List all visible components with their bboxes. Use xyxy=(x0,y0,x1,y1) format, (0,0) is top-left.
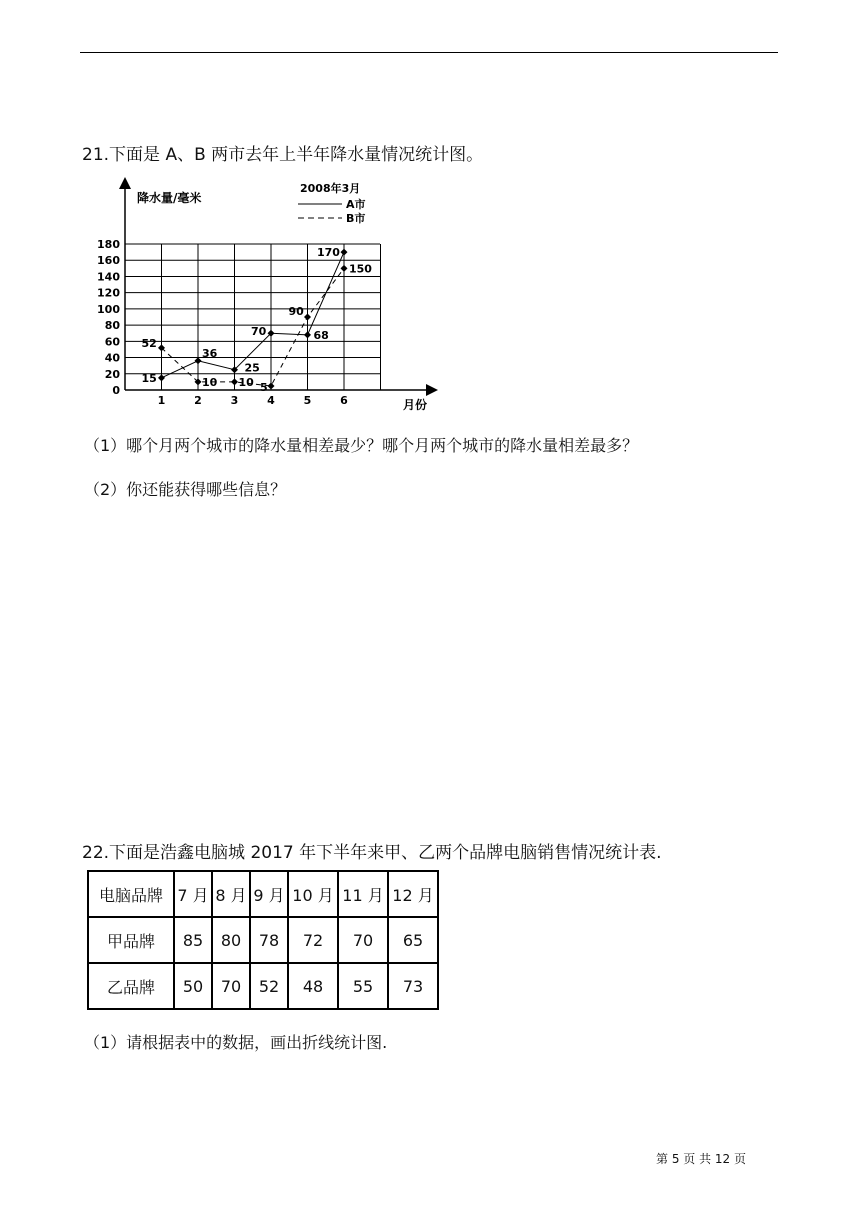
data-point xyxy=(158,374,165,381)
data-label: 150 xyxy=(349,262,372,276)
table-cell: 70 xyxy=(338,917,388,963)
table-header-cell: 电脑品牌 xyxy=(88,871,174,917)
y-tick-label: 120 xyxy=(97,286,120,300)
y-tick-label: 100 xyxy=(97,302,120,316)
x-tick-label: 6 xyxy=(340,394,348,407)
data-label: 10 xyxy=(238,375,254,389)
question-21-part-2: （2）你还能获得哪些信息？ xyxy=(84,480,287,499)
data-label: 15 xyxy=(141,371,157,385)
series-line-a xyxy=(162,252,345,378)
data-label: 52 xyxy=(141,336,157,350)
data-point xyxy=(341,249,348,256)
table-cell: 80 xyxy=(212,917,250,963)
data-point xyxy=(304,331,311,338)
table-cell: 72 xyxy=(288,917,338,963)
data-label: 90 xyxy=(288,305,304,318)
table-cell: 65 xyxy=(388,917,438,963)
question-22-part-1: （1）请根据表中的数据，画出折线统计图. xyxy=(84,1033,388,1052)
data-label: 5 xyxy=(260,380,268,394)
table-header-cell: 12 月 xyxy=(388,871,438,917)
table-row xyxy=(88,963,438,1009)
y-tick-label: 20 xyxy=(104,367,120,381)
table-cell: 55 xyxy=(338,963,388,1009)
x-tick-label: 2 xyxy=(194,394,202,407)
data-label: 25 xyxy=(244,361,260,375)
table-header-row xyxy=(88,871,438,917)
table-header-cell: 10 月 xyxy=(288,871,338,917)
page-footer: 第 5 页 共 12 页 xyxy=(656,1152,746,1166)
data-point xyxy=(195,357,202,364)
y-tick-label: 40 xyxy=(104,351,120,365)
table-header-cell: 8 月 xyxy=(212,871,250,917)
sales-table xyxy=(87,870,439,1010)
table-cell: 50 xyxy=(174,963,212,1009)
x-tick-label: 4 xyxy=(267,394,275,407)
chart-point-labels xyxy=(142,246,373,394)
table-cell: 78 xyxy=(250,917,288,963)
y-tick-label: 140 xyxy=(97,270,120,284)
x-tick-label: 3 xyxy=(230,394,239,407)
table-header-cell: 7 月 xyxy=(174,871,212,917)
y-tick-label: 60 xyxy=(104,335,120,349)
legend-label-a: A市 xyxy=(346,198,366,211)
data-point xyxy=(268,382,275,389)
data-label: 36 xyxy=(202,346,218,360)
data-label: 170 xyxy=(317,246,340,260)
question-21-part-1: （1）哪个月两个城市的降水量相差最少？哪个月两个城市的降水量相差最多？ xyxy=(84,436,639,455)
y-tick-label: 180 xyxy=(97,238,120,251)
table-cell: 48 xyxy=(288,963,338,1009)
data-label: 70 xyxy=(251,325,267,339)
question-22-title: 22.下面是浩鑫电脑城 2017 年下半年来甲、乙两个品牌电脑销售情况统计表. xyxy=(82,843,662,863)
x-tick-label: 1 xyxy=(157,394,166,407)
table-header-cell: 11 月 xyxy=(338,871,388,917)
data-label: 10 xyxy=(202,375,218,389)
data-point xyxy=(231,378,238,385)
x-tick-label: 5 xyxy=(303,394,312,407)
table-cell: 甲品牌 xyxy=(88,917,174,963)
question-21-title: 21.下面是 A、B 两市去年上半年降水量情况统计图。 xyxy=(82,145,484,165)
table-header-cell: 9 月 xyxy=(250,871,288,917)
legend-label-b: B市 xyxy=(346,212,366,225)
header-rule xyxy=(80,52,778,53)
table-cell: 乙品牌 xyxy=(88,963,174,1009)
table-cell: 52 xyxy=(250,963,288,1009)
x-axis-label: 月份 xyxy=(403,398,428,412)
table-cell: 73 xyxy=(388,963,438,1009)
data-point xyxy=(341,265,348,272)
y-axis-label: 降水量/毫米 xyxy=(137,191,202,205)
y-tick-label: 80 xyxy=(104,319,120,333)
legend-title: 2008年3月 xyxy=(300,182,361,195)
table-row xyxy=(88,917,438,963)
y-tick-label: 0 xyxy=(112,384,120,397)
data-point xyxy=(304,314,311,321)
data-label: 68 xyxy=(313,328,329,342)
y-tick-label: 160 xyxy=(97,254,120,268)
table-cell: 85 xyxy=(174,917,212,963)
rainfall-line-chart xyxy=(80,172,440,417)
table-cell: 70 xyxy=(212,963,250,1009)
